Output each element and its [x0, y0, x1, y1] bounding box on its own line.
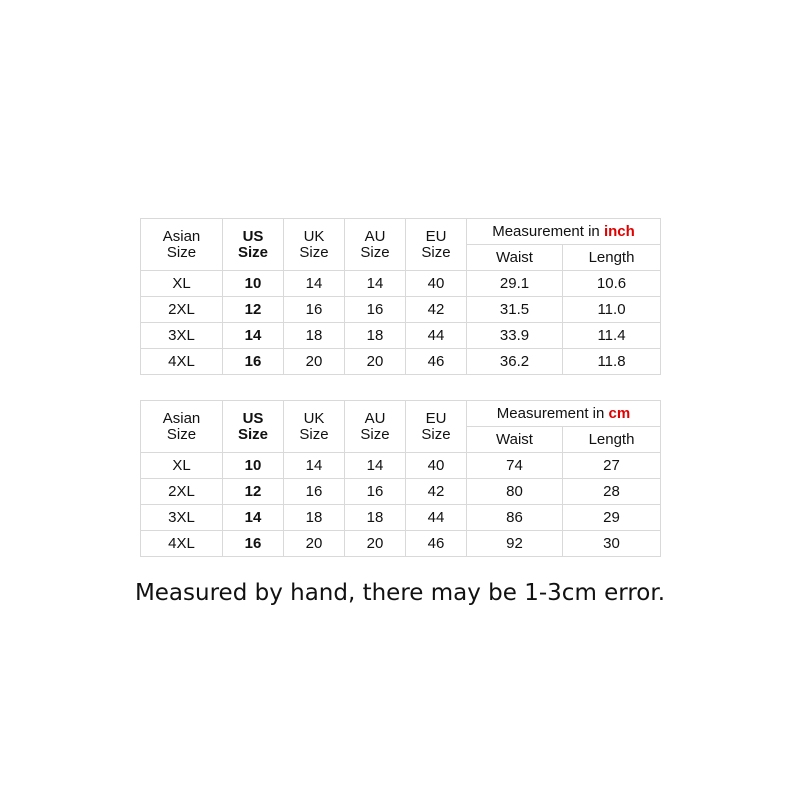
length-cell: 11.8: [563, 349, 661, 375]
uk-size-cell: 18: [284, 323, 345, 349]
au-size-cell: 20: [345, 349, 406, 375]
length-cell: 10.6: [563, 271, 661, 297]
au-size-cell: 20: [345, 531, 406, 557]
asian-size-cell: 3XL: [141, 505, 223, 531]
uk-size-cell: 18: [284, 505, 345, 531]
au-size-cell: 16: [345, 297, 406, 323]
asian-size-header: Asian Size: [141, 401, 223, 453]
au-size-header: AU Size: [345, 219, 406, 271]
us-size-header: US Size: [223, 219, 284, 271]
us-size-cell: 10: [223, 453, 284, 479]
header-row: [141, 219, 661, 245]
table-row: [141, 271, 661, 297]
length-cell: 11.0: [563, 297, 661, 323]
length-cell: 28: [563, 479, 661, 505]
au-size-cell: 18: [345, 323, 406, 349]
length-cell: 29: [563, 505, 661, 531]
uk-size-cell: 14: [284, 453, 345, 479]
asian-size-cell: 4XL: [141, 349, 223, 375]
asian-size-cell: 3XL: [141, 323, 223, 349]
au-size-cell: 16: [345, 479, 406, 505]
length-cell: 27: [563, 453, 661, 479]
eu-size-cell: 44: [406, 505, 467, 531]
eu-size-cell: 42: [406, 297, 467, 323]
eu-size-cell: 42: [406, 479, 467, 505]
table-row: [141, 323, 661, 349]
uk-size-cell: 16: [284, 479, 345, 505]
uk-size-cell: 20: [284, 531, 345, 557]
length-header: Length: [563, 245, 661, 271]
table-row: [141, 297, 661, 323]
eu-size-cell: 40: [406, 271, 467, 297]
asian-size-cell: XL: [141, 271, 223, 297]
waist-cell: 33.9: [467, 323, 563, 349]
table-row: [141, 453, 661, 479]
uk-size-cell: 20: [284, 349, 345, 375]
eu-size-cell: 46: [406, 531, 467, 557]
waist-cell: 86: [467, 505, 563, 531]
eu-size-header: EU Size: [406, 219, 467, 271]
waist-header: Waist: [467, 427, 563, 453]
length-cell: 11.4: [563, 323, 661, 349]
us-size-cell: 12: [223, 479, 284, 505]
waist-cell: 80: [467, 479, 563, 505]
eu-size-header: EU Size: [406, 401, 467, 453]
unit-label: cm: [608, 404, 631, 422]
au-size-cell: 14: [345, 271, 406, 297]
header-row: [141, 401, 661, 427]
waist-cell: 36.2: [467, 349, 563, 375]
us-size-cell: 14: [223, 323, 284, 349]
asian-size-cell: 2XL: [141, 479, 223, 505]
asian-size-cell: XL: [141, 453, 223, 479]
unit-label: inch: [603, 222, 635, 240]
length-cell: 30: [563, 531, 661, 557]
us-size-cell: 12: [223, 297, 284, 323]
au-size-cell: 14: [345, 453, 406, 479]
table-row: [141, 479, 661, 505]
waist-cell: 92: [467, 531, 563, 557]
measurement-note: Measured by hand, there may be 1-3cm error.: [134, 580, 666, 606]
eu-size-cell: 46: [406, 349, 467, 375]
waist-cell: 31.5: [467, 297, 563, 323]
asian-size-cell: 2XL: [141, 297, 223, 323]
waist-cell: 29.1: [467, 271, 563, 297]
au-size-header: AU Size: [345, 401, 406, 453]
table-row: [141, 505, 661, 531]
asian-size-cell: 4XL: [141, 531, 223, 557]
us-size-cell: 10: [223, 271, 284, 297]
waist-header: Waist: [467, 245, 563, 271]
length-header: Length: [563, 427, 661, 453]
uk-size-header: UK Size: [284, 219, 345, 271]
us-size-cell: 14: [223, 505, 284, 531]
table-row: [141, 349, 661, 375]
asian-size-header: Asian Size: [141, 219, 223, 271]
size-table-cm: [140, 400, 661, 557]
size-table-inch: [140, 218, 661, 375]
uk-size-header: UK Size: [284, 401, 345, 453]
eu-size-cell: 44: [406, 323, 467, 349]
us-size-cell: 16: [223, 531, 284, 557]
measurement-header: Measurement in inch: [467, 219, 661, 245]
eu-size-cell: 40: [406, 453, 467, 479]
table-row: [141, 531, 661, 557]
au-size-cell: 18: [345, 505, 406, 531]
waist-cell: 74: [467, 453, 563, 479]
uk-size-cell: 14: [284, 271, 345, 297]
us-size-header: US Size: [223, 401, 284, 453]
uk-size-cell: 16: [284, 297, 345, 323]
us-size-cell: 16: [223, 349, 284, 375]
measurement-header: Measurement in cm: [467, 401, 661, 427]
